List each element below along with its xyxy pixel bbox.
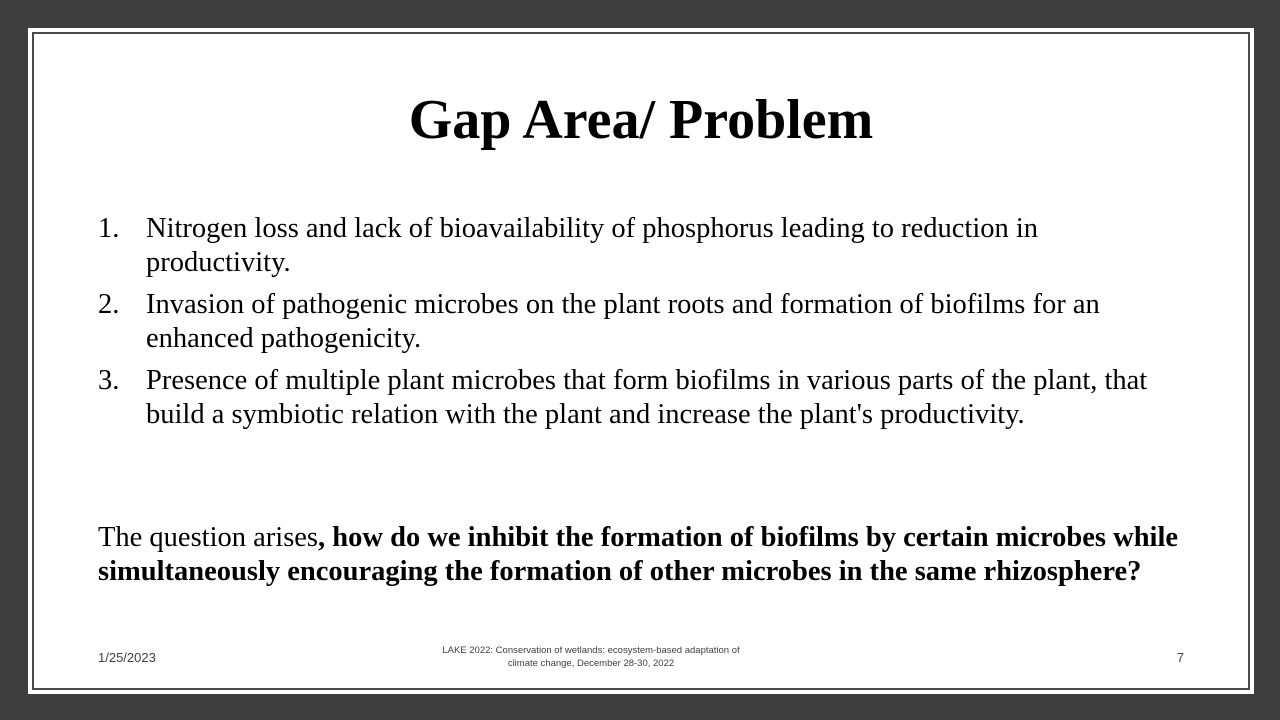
list-item-text: Invasion of pathogenic microbes on the plant roots and formation of biofilms for an enhanced pathogenicity. [146, 289, 1100, 354]
list-item-text: Nitrogen loss and lack of bioavailability of phosphorus leading to reduction in productivity. [146, 213, 1039, 278]
list-item [98, 364, 1188, 432]
list-item-number: 2. [98, 289, 120, 320]
problem-list [98, 212, 1188, 440]
research-question [98, 521, 1198, 589]
slide-title: Gap Area/ Problem [408, 89, 874, 151]
slide-number: 7 [1176, 650, 1184, 665]
footer-conference: LAKE 2022: Conservation of wetlands: ecosystem-based adaptation of climate change, December 28-30, 2022 [442, 645, 740, 669]
question-intro: The question arises [98, 522, 319, 553]
question-bold: , how do we inhibit the formation of biofilms by certain microbes while simultaneously encouraging the formation of other microbes in the same rhizosphere? [98, 522, 1179, 587]
list-item-number: 1. [98, 213, 120, 244]
list-item [98, 288, 1188, 356]
footer-date: 1/25/2023 [98, 650, 156, 665]
list-item-text: Presence of multiple plant microbes that form biofilms in various parts of the plant, that build a symbiotic relation with the plant and increase the plant's productivity. [146, 365, 1148, 430]
list-item-number: 3. [98, 365, 120, 396]
list-item [98, 212, 1188, 280]
slide [28, 28, 1254, 694]
